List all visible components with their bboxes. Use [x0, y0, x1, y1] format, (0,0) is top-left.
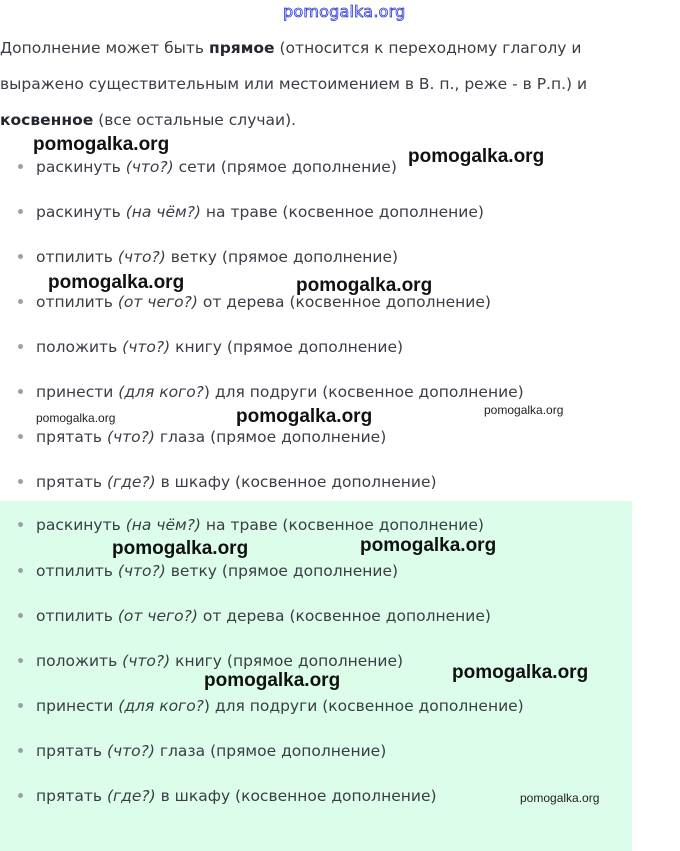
watermark-text: pomogalka.org: [112, 538, 249, 559]
item-question: (что?): [106, 428, 155, 446]
item-verb: принести: [36, 697, 114, 715]
list-item: [18, 248, 398, 270]
item-question: (для кого?: [118, 697, 204, 715]
item-verb: раскинуть: [36, 203, 121, 221]
watermark-text: pomogalka.org: [204, 670, 341, 691]
bullet-icon: [18, 658, 23, 663]
item-verb: прятать: [36, 742, 102, 760]
item-verb: положить: [36, 652, 118, 670]
watermark-text: pomogalka.org: [48, 272, 185, 293]
watermark-text: pomogalka.org: [33, 134, 170, 155]
item-question: (что?): [117, 562, 166, 580]
intro-text-2: (относится к переходному глаголу и выражено существительным или местоимением в В. п., реже - в Р.п.) и: [0, 39, 588, 93]
bullet-icon: [18, 703, 23, 708]
list-item: [18, 203, 484, 225]
bullet-icon: [18, 522, 23, 527]
item-question: (что?): [125, 158, 174, 176]
bullet-icon: [18, 209, 23, 214]
item-rest: на траве (косвенное дополнение): [200, 203, 484, 221]
list-item: [18, 742, 386, 764]
intro-paragraph: [0, 30, 660, 138]
bullet-icon: [18, 344, 23, 349]
item-rest: на траве (косвенное дополнение): [200, 516, 484, 534]
list-item: [18, 383, 524, 405]
item-rest: от дерева (косвенное дополнение): [197, 607, 491, 625]
watermark-text: pomogalka.org: [296, 275, 433, 296]
item-question: (для кого?: [118, 383, 204, 401]
intro-text-3: (все остальные случаи).: [93, 111, 297, 129]
bullet-icon: [18, 389, 23, 394]
item-rest: в шкафу (косвенное дополнение): [155, 787, 437, 805]
list-item: [18, 428, 386, 450]
item-rest: от дерева (косвенное дополнение): [197, 293, 491, 311]
item-verb: принести: [36, 383, 114, 401]
item-rest: книгу (прямое дополнение): [170, 338, 404, 356]
bullet-icon: [18, 254, 23, 259]
watermark-text: pomogalka.org: [452, 662, 589, 683]
bullet-icon: [18, 479, 23, 484]
item-question: (что?): [106, 742, 155, 760]
item-verb: отпилить: [36, 562, 113, 580]
item-question: (на чём?): [125, 203, 201, 221]
item-question: (что?): [122, 652, 171, 670]
item-verb: прятать: [36, 473, 102, 491]
bullet-icon: [18, 613, 23, 618]
watermark-text: pomogalka.org: [36, 411, 116, 425]
item-rest: сети (прямое дополнение): [173, 158, 397, 176]
bullet-icon: [18, 299, 23, 304]
item-question: (что?): [117, 248, 166, 266]
bullet-icon: [18, 434, 23, 439]
item-question: (где?): [106, 787, 156, 805]
list-item: [18, 787, 437, 809]
watermark-text: pomogalka.org: [484, 403, 564, 417]
item-verb: отпилить: [36, 607, 113, 625]
intro-bold-direct: прямое: [208, 39, 275, 57]
bullet-icon: [18, 568, 23, 573]
item-verb: раскинуть: [36, 516, 121, 534]
bullet-icon: [18, 164, 23, 169]
item-rest: глаза (прямое дополнение): [154, 742, 387, 760]
item-question: (на чём?): [125, 516, 201, 534]
intro-bold-indirect: косвенное: [0, 111, 94, 129]
item-verb: положить: [36, 338, 118, 356]
list-item: [18, 697, 524, 719]
watermark-text: pomogalka.org: [408, 146, 545, 167]
item-rest: ветку (прямое дополнение): [165, 248, 399, 266]
item-rest: глаза (прямое дополнение): [154, 428, 387, 446]
watermark-text: pomogalka.org: [236, 406, 373, 427]
item-question: (от чего?): [117, 607, 198, 625]
intro-text-1: Дополнение может быть: [0, 39, 209, 57]
list-item: [18, 607, 491, 629]
item-verb: отпилить: [36, 293, 113, 311]
item-verb: раскинуть: [36, 158, 121, 176]
list-item: [18, 338, 403, 360]
list-item: [18, 473, 437, 495]
watermark-text: pomogalka.org: [360, 535, 497, 556]
item-verb: прятать: [36, 428, 102, 446]
item-verb: отпилить: [36, 248, 113, 266]
item-question: (где?): [106, 473, 156, 491]
item-question: (что?): [122, 338, 171, 356]
header-watermark: pomogalka.org: [283, 2, 406, 21]
item-rest: ) для подруги (косвенное дополнение): [203, 383, 524, 401]
list-item: [18, 562, 398, 584]
list-item: [18, 158, 397, 180]
watermark-text: pomogalka.org: [520, 791, 600, 805]
item-question: (от чего?): [117, 293, 198, 311]
item-rest: в шкафу (косвенное дополнение): [155, 473, 437, 491]
item-rest: ) для подруги (косвенное дополнение): [203, 697, 524, 715]
item-rest: книгу (прямое дополнение): [170, 652, 404, 670]
bullet-icon: [18, 748, 23, 753]
item-verb: прятать: [36, 787, 102, 805]
item-rest: ветку (прямое дополнение): [165, 562, 399, 580]
bullet-icon: [18, 793, 23, 798]
